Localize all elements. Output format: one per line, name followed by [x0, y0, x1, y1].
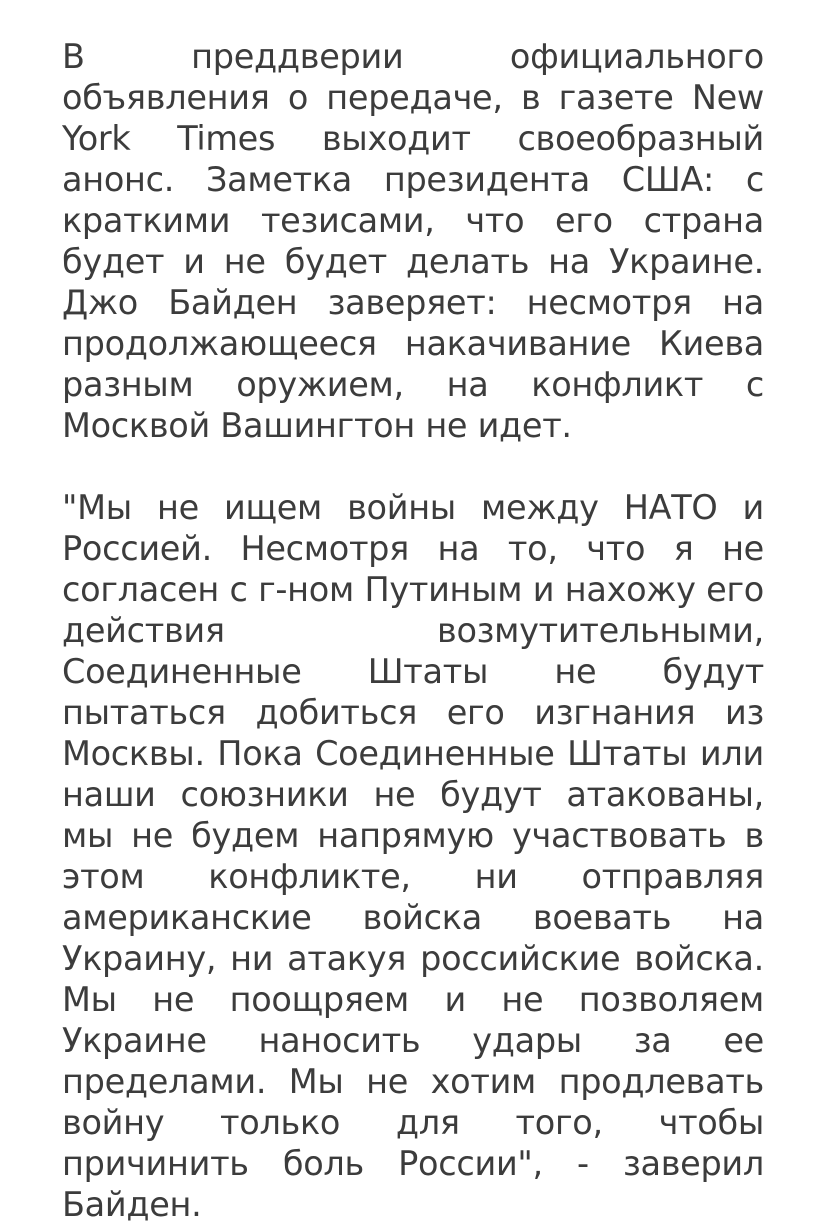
article-text	[62, 36, 764, 1225]
article-paragraph-quote: "Мы не ищем войны между НАТО и Россией. Несмотря на то, что я не согласен с г-ном Путиным и нахожу его действия возмутительными, Соединенные Штаты не будут пытаться добиться его изгнания из Москвы. Пока Соединенные Штаты или наши союзники не будут атакованы, мы не будем напрямую участвовать в этом конфликте, ни отправляя американские войска воевать на Украину, ни атакуя российские войска. Мы не поощряем и не позволяем Украине наносить удары за ее пределами. Мы не хотим продлевать войну только для того, чтобы причинить боль России", - заверил Байден.	[62, 488, 764, 1224]
article-paragraph-intro: В преддверии официального объявления о передаче, в газете New York Times выходит своеобразный анонс. Заметка президента США: с краткими тезисами, что его страна будет и не будет делать на Украине. Джо Байден заверяет: несмотря на продолжающееся накачивание Киева разным оружием, на конфликт с Москвой Вашингтон не идет.	[62, 37, 764, 445]
